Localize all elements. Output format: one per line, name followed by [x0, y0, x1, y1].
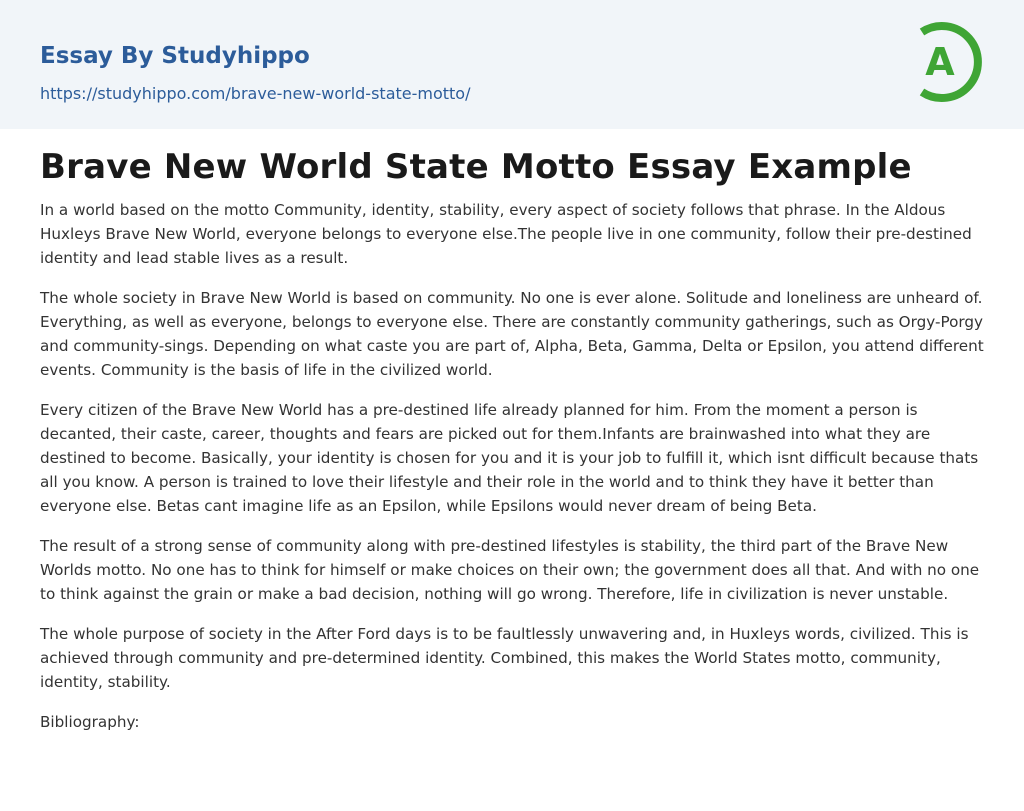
brand-name[interactable]: Essay By Studyhippo [40, 43, 310, 69]
site-header [0, 0, 1024, 129]
bibliography-label: Bibliography: [40, 713, 140, 731]
essay-paragraph: In a world based on the motto Community, identity, stability, every aspect of society follows that phrase. In the Aldous Huxleys Brave New World, everyone belongs to everyone else.The people live in one community, follow their pre-destined identity and lead stable lives as a result. [40, 201, 972, 267]
essay-paragraph: The result of a strong sense of community along with pre-destined lifestyles is stability, the third part of the Brave New Worlds motto. No one has to think for himself or make choices on their own; the government does all that. And with no one to think against the grain or make a bad decision, nothing will go wrong. Therefore, life in civilization is never unstable. [40, 537, 980, 603]
essay-paragraph: The whole society in Brave New World is based on community. No one is ever alone. Solitude and loneliness are unheard of. Everything, as well as everyone, belongs to everyone else. There are constantly community gatherings, such as Orgy-Porgy and community-sings. Depending on what caste you are part of, Alpha, Beta, Gamma, Delta or Epsilon, you attend different events. Community is the basis of life in the civilized world. [40, 289, 984, 379]
studyhippo-logo-icon[interactable] [910, 18, 988, 106]
essay-paragraph: Every citizen of the Brave New World has a pre-destined life already planned for him. From the moment a person is decanted, their caste, career, thoughts and fears are picked out for them.Infants are brainwashed into what they are destined to become. Basically, your identity is chosen for you and it is your job to fulfill it, which isnt difficult because thats all you know. A person is trained to love their lifestyle and their role in the world and to think they have it better than everyone else. Betas cant imagine life as an Epsilon, while Epsilons would never dream of being Beta. [40, 401, 979, 515]
essay-title: Brave New World State Motto Essay Example [40, 147, 912, 187]
essay-paragraph: The whole purpose of society in the After Ford days is to be faultlessly unwavering and, in Huxleys words, civilized. This is achieved through community and pre-determined identity. Combined, this makes the World States motto, community, identity, stability. [40, 625, 969, 691]
logo-letter: A [925, 40, 955, 84]
essay-content [40, 140, 988, 734]
page-url-link[interactable]: https://studyhippo.com/brave-new-world-state-motto/ [40, 84, 471, 103]
